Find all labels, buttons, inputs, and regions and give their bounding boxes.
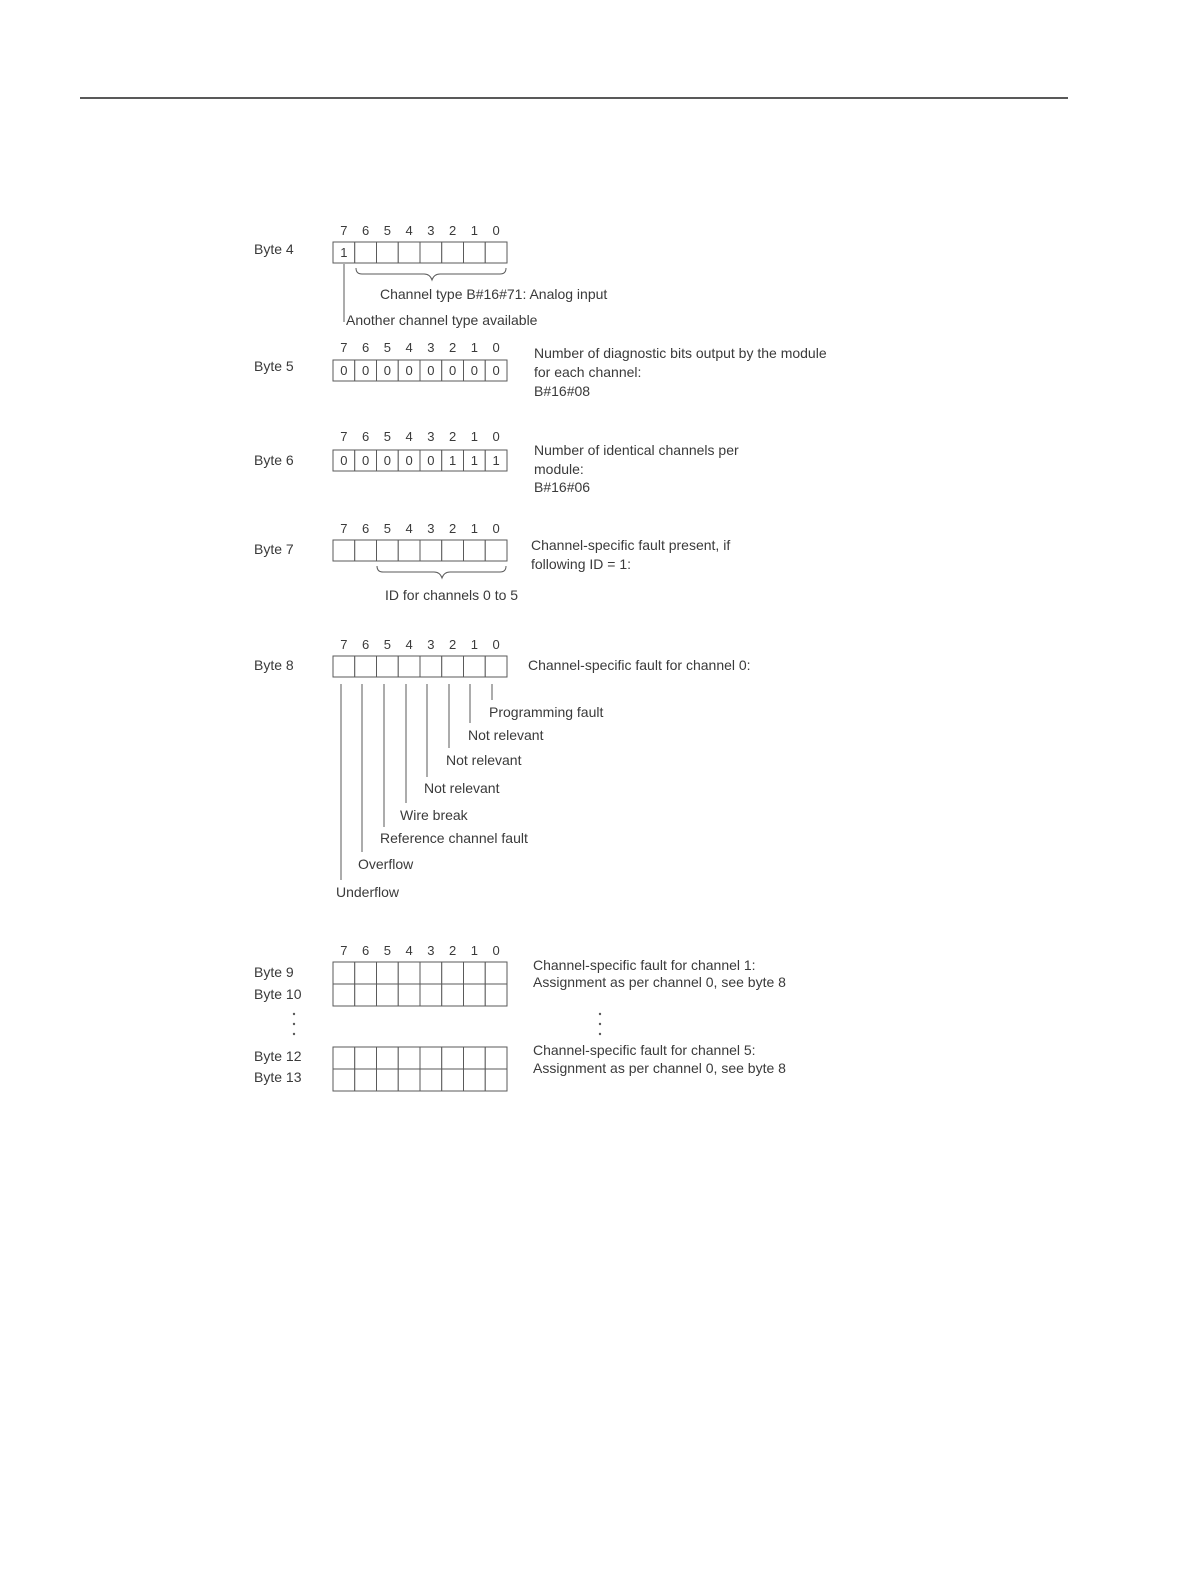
byte8-bit-numbers-7: 0 xyxy=(492,637,500,652)
byte6-bit-numbers-0: 7 xyxy=(340,429,348,444)
byte5-bit-numbers-1: 6 xyxy=(362,340,370,355)
byte8-bit3-label: Not relevant xyxy=(424,780,500,796)
byte6-bit-numbers-4: 3 xyxy=(427,429,435,444)
byte5-group xyxy=(254,340,827,399)
byte4-register-cell-7 xyxy=(485,242,507,263)
byte9-10-desc-line1: Channel-specific fault for channel 1: xyxy=(533,957,756,973)
byte5-bit-numbers-4: 3 xyxy=(427,340,435,355)
byte12-13-desc-line2: Assignment as per channel 0, see byte 8 xyxy=(533,1060,786,1076)
byte9-10-register-cell-0-2 xyxy=(377,962,399,984)
byte4-bit-numbers-4: 3 xyxy=(427,223,435,238)
byte8-bit-numbers-3: 4 xyxy=(405,637,413,652)
byte5-register-value-7: 0 xyxy=(492,363,500,378)
byte5-bit-numbers-0: 7 xyxy=(340,340,348,355)
byte6-bit-numbers-2: 5 xyxy=(383,429,391,444)
byte6-register-value-7: 1 xyxy=(492,453,500,468)
byte8-register-cell-1 xyxy=(355,656,377,677)
byte8-bit-numbers-6: 1 xyxy=(470,637,478,652)
byte6-register-value-3: 0 xyxy=(405,453,413,468)
byte7-bit-numbers-4: 3 xyxy=(427,521,435,536)
byte6-register-value-0: 0 xyxy=(340,453,348,468)
byte9-bit-numbers-5: 2 xyxy=(449,943,457,958)
byte6-bit-numbers xyxy=(340,429,499,444)
byte8-bit-numbers-2: 5 xyxy=(383,637,391,652)
byte12-13-register-cell-1-5 xyxy=(442,1069,464,1091)
byte7-label: Byte 7 xyxy=(254,541,294,557)
byte9-10-register-cell-0-4 xyxy=(420,962,442,984)
byte4-register-cell-3 xyxy=(398,242,420,263)
byte6-register-value-4: 0 xyxy=(427,453,435,468)
byte6-bit-numbers-5: 2 xyxy=(449,429,457,444)
byte7-bit-numbers-7: 0 xyxy=(492,521,500,536)
byte5-label: Byte 5 xyxy=(254,358,294,374)
byte6-group xyxy=(254,429,739,495)
byte6-label: Byte 6 xyxy=(254,452,294,468)
byte9-label: Byte 9 xyxy=(254,964,294,980)
byte6-register-value-1: 0 xyxy=(362,453,370,468)
byte10-label: Byte 10 xyxy=(254,986,302,1002)
byte7-bit-numbers-2: 5 xyxy=(383,521,391,536)
byte9-10-group xyxy=(254,943,786,1006)
byte8-label: Byte 8 xyxy=(254,657,294,673)
byte4-bit-numbers xyxy=(340,223,499,238)
byte7-bit-numbers-5: 2 xyxy=(449,521,457,536)
byte12-13-register-cell-1-6 xyxy=(464,1069,486,1091)
byte4-register xyxy=(333,242,507,263)
byte12-13-register-cell-1-3 xyxy=(398,1069,420,1091)
byte4-bit-numbers-0: 7 xyxy=(340,223,348,238)
byte7-register-cell-7 xyxy=(485,540,507,561)
byte7-group xyxy=(254,521,730,603)
byte9-10-register-cell-1-4 xyxy=(420,984,442,1006)
byte8-register-cell-4 xyxy=(420,656,442,677)
ellipsis-right xyxy=(599,1013,601,1035)
byte7-desc-line1: Channel-specific fault present, if xyxy=(531,537,731,553)
byte5-register-value-4: 0 xyxy=(427,363,435,378)
byte7-brace xyxy=(377,566,506,578)
byte6-desc-line1: Number of identical channels per xyxy=(534,442,739,458)
byte13-label: Byte 13 xyxy=(254,1069,302,1085)
byte5-register xyxy=(333,360,507,381)
byte7-register-cell-0 xyxy=(333,540,355,561)
byte12-13-register-cell-0-6 xyxy=(464,1047,486,1069)
byte8-register-cell-0 xyxy=(333,656,355,677)
byte9-bit-numbers-2: 5 xyxy=(383,943,391,958)
byte8-bit1-label: Not relevant xyxy=(468,727,544,743)
byte4-bit-numbers-5: 2 xyxy=(449,223,457,238)
byte5-register-value-5: 0 xyxy=(449,363,457,378)
byte12-13-register-cell-1-4 xyxy=(420,1069,442,1091)
byte4-register-cell-4 xyxy=(420,242,442,263)
byte9-bit-numbers-0: 7 xyxy=(340,943,348,958)
byte7-register-cell-3 xyxy=(398,540,420,561)
byte4-bit-numbers-3: 4 xyxy=(405,223,413,238)
byte12-13-register-cell-0-7 xyxy=(485,1047,507,1069)
byte8-bit4-label: Wire break xyxy=(400,807,468,823)
byte9-10-register-cell-0-6 xyxy=(464,962,486,984)
byte4-bit-numbers-6: 1 xyxy=(470,223,478,238)
byte12-13-register-cell-0-1 xyxy=(355,1047,377,1069)
byte4-bit-numbers-2: 5 xyxy=(383,223,391,238)
byte9-10-register-cell-1-6 xyxy=(464,984,486,1006)
byte5-bit-numbers-6: 1 xyxy=(470,340,478,355)
byte6-register-value-6: 1 xyxy=(470,453,478,468)
byte9-bit-numbers-6: 1 xyxy=(470,943,478,958)
byte7-register-cell-6 xyxy=(464,540,486,561)
ellipsis-left xyxy=(293,1013,295,1035)
byte6-register-value-5: 1 xyxy=(449,453,457,468)
byte12-13-group xyxy=(254,1042,786,1091)
byte4-bit-numbers-7: 0 xyxy=(492,223,500,238)
byte8-bit-numbers-5: 2 xyxy=(449,637,457,652)
byte5-register-value-0: 0 xyxy=(340,363,348,378)
byte6-bit-numbers-1: 6 xyxy=(362,429,370,444)
byte8-bit5-label: Reference channel fault xyxy=(380,830,528,846)
byte4-bit-numbers-1: 6 xyxy=(362,223,370,238)
byte12-13-register xyxy=(333,1047,507,1091)
byte7-bit-numbers-0: 7 xyxy=(340,521,348,536)
byte4-bit7-label: Another channel type available xyxy=(346,312,538,328)
byte9-bit-numbers-7: 0 xyxy=(492,943,500,958)
byte5-bit-numbers-2: 5 xyxy=(383,340,391,355)
byte12-13-register-cell-0-4 xyxy=(420,1047,442,1069)
byte7-register-cell-4 xyxy=(420,540,442,561)
byte7-bit-numbers-3: 4 xyxy=(405,521,413,536)
byte7-bit-numbers xyxy=(340,521,499,536)
byte7-register-cell-5 xyxy=(442,540,464,561)
byte12-13-register-cell-0-5 xyxy=(442,1047,464,1069)
byte9-bit-numbers-4: 3 xyxy=(427,943,435,958)
byte5-bit-numbers-7: 0 xyxy=(492,340,500,355)
byte5-register-value-1: 0 xyxy=(362,363,370,378)
byte12-13-desc-line1: Channel-specific fault for channel 5: xyxy=(533,1042,756,1058)
byte4-brace xyxy=(356,268,506,280)
byte8-register-cell-2 xyxy=(377,656,399,677)
byte6-bit-numbers-6: 1 xyxy=(470,429,478,444)
byte9-10-register-cell-1-3 xyxy=(398,984,420,1006)
byte12-13-register-cell-0-0 xyxy=(333,1047,355,1069)
byte8-bit-numbers-1: 6 xyxy=(362,637,370,652)
byte5-desc-line2: for each channel: xyxy=(534,364,642,380)
byte7-bit-numbers-1: 6 xyxy=(362,521,370,536)
byte5-desc-line1: Number of diagnostic bits output by the module xyxy=(534,345,827,361)
byte5-bit-numbers-5: 2 xyxy=(449,340,457,355)
byte12-13-register-cell-0-2 xyxy=(377,1047,399,1069)
byte8-bit-numbers-0: 7 xyxy=(340,637,348,652)
byte9-10-register xyxy=(333,962,507,1006)
byte6-register-value-2: 0 xyxy=(383,453,391,468)
byte7-register-cell-2 xyxy=(377,540,399,561)
byte5-register-value-6: 0 xyxy=(470,363,478,378)
byte9-10-register-cell-0-0 xyxy=(333,962,355,984)
byte8-group xyxy=(254,637,751,900)
byte9-bit-numbers xyxy=(340,943,499,958)
byte5-register-value-2: 0 xyxy=(383,363,391,378)
byte9-10-desc-line2: Assignment as per channel 0, see byte 8 xyxy=(533,974,786,990)
byte8-register-cell-5 xyxy=(442,656,464,677)
byte7-brace-label: ID for channels 0 to 5 xyxy=(385,587,519,603)
byte4-register-cell-2 xyxy=(377,242,399,263)
byte8-bit-numbers xyxy=(340,637,499,652)
byte6-bit-numbers-3: 4 xyxy=(405,429,413,444)
byte4-register-cell-6 xyxy=(464,242,486,263)
byte8-bit0-label: Programming fault xyxy=(489,704,604,720)
byte9-bit-numbers-3: 4 xyxy=(405,943,413,958)
byte8-register-cell-3 xyxy=(398,656,420,677)
byte5-bit-numbers-3: 4 xyxy=(405,340,413,355)
byte7-register-cell-1 xyxy=(355,540,377,561)
byte6-bit-numbers-7: 0 xyxy=(492,429,500,444)
byte9-10-register-cell-0-7 xyxy=(485,962,507,984)
byte8-bit2-label: Not relevant xyxy=(446,752,522,768)
byte12-13-register-cell-1-2 xyxy=(377,1069,399,1091)
byte9-10-register-cell-1-2 xyxy=(377,984,399,1006)
byte9-10-register-cell-0-5 xyxy=(442,962,464,984)
byte4-label: Byte 4 xyxy=(254,241,294,257)
byte8-bit6-label: Overflow xyxy=(358,856,414,872)
byte6-desc-line3: B#16#06 xyxy=(534,479,591,495)
byte5-register-value-3: 0 xyxy=(405,363,413,378)
byte8-register xyxy=(333,656,507,677)
byte7-register xyxy=(333,540,507,561)
byte8-desc: Channel-specific fault for channel 0: xyxy=(528,657,751,673)
byte4-brace-label: Channel type B#16#71: Analog input xyxy=(380,286,608,302)
byte8-register-cell-7 xyxy=(485,656,507,677)
byte4-register-value-0: 1 xyxy=(340,245,348,260)
byte9-10-register-cell-1-1 xyxy=(355,984,377,1006)
byte4-register-cell-5 xyxy=(442,242,464,263)
byte7-desc-line2: following ID = 1: xyxy=(531,556,631,572)
byte9-10-register-cell-0-3 xyxy=(398,962,420,984)
byte7-bit-numbers-6: 1 xyxy=(470,521,478,536)
byte9-10-register-cell-1-5 xyxy=(442,984,464,1006)
byte12-13-register-cell-1-1 xyxy=(355,1069,377,1091)
byte8-bit7-label: Underflow xyxy=(336,884,400,900)
byte6-desc-line2: module: xyxy=(534,461,584,477)
byte4-group xyxy=(254,223,607,328)
byte12-13-register-cell-1-7 xyxy=(485,1069,507,1091)
byte12-13-register-cell-0-3 xyxy=(398,1047,420,1069)
byte5-bit-numbers xyxy=(340,340,499,355)
byte12-13-register-cell-1-0 xyxy=(333,1069,355,1091)
byte9-10-register-cell-1-7 xyxy=(485,984,507,1006)
byte4-register-cell-1 xyxy=(355,242,377,263)
byte12-label: Byte 12 xyxy=(254,1048,302,1064)
byte9-bit-numbers-1: 6 xyxy=(362,943,370,958)
byte8-register-cell-6 xyxy=(464,656,486,677)
byte9-10-register-cell-0-1 xyxy=(355,962,377,984)
byte5-desc-line3: B#16#08 xyxy=(534,383,591,399)
byte8-bit-numbers-4: 3 xyxy=(427,637,435,652)
byte6-register xyxy=(333,450,507,471)
byte9-10-register-cell-1-0 xyxy=(333,984,355,1006)
